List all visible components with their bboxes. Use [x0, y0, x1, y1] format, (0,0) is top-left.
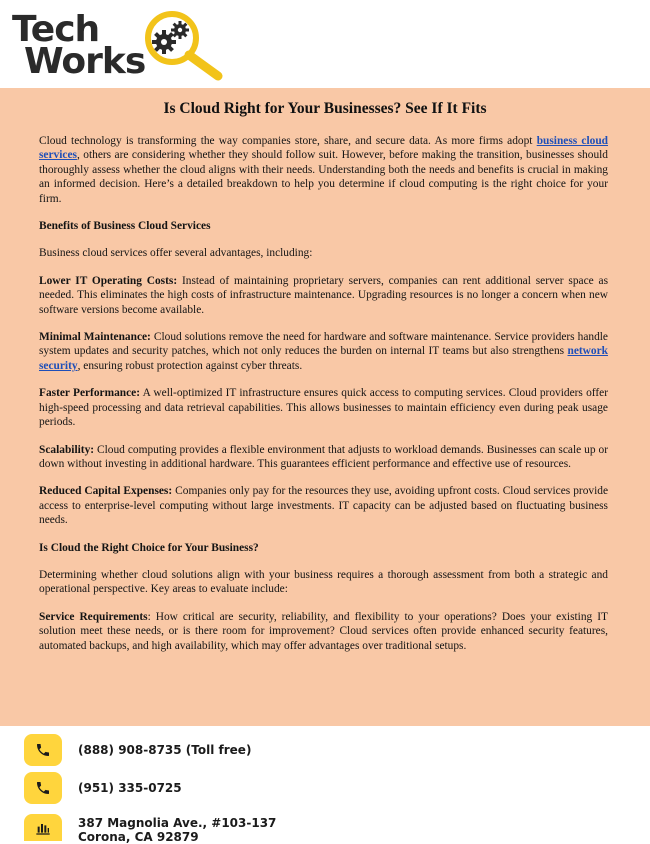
address-line-2: Corona, CA 92879 — [78, 830, 199, 844]
gear-magnifier-icon — [138, 8, 226, 82]
logo-text-tech: Tech — [12, 9, 100, 50]
benefit-minimal-maintenance: Minimal Maintenance: Cloud solutions remove the need for hardware and software maintenance. Service providers handle system updates and security patches, which not only reduces the burden on internal IT teams but also strengthens network security, ensuring robust protection against cyber threats. — [39, 331, 608, 372]
intro-paragraph: Cloud technology is transforming the way companies store, share, and secure data. As more firms adopt business cloud services, others are considering whether they should follow suit. However, before making the transition, businesses should thoroughly assess whether the cloud aligns with their needs. Understanding both the needs and benefits is crucial in making an informed decision. Here’s a detailed breakdown to help you determine if cloud computing is the right choice for your firm. — [39, 135, 608, 205]
page-title: Is Cloud Right for Your Businesses? See If It Fits — [163, 100, 487, 117]
benefit-scalability: Scalability: Cloud computing provides a flexible environment that adjusts to workload demands. Businesses can scale up or down without investing in additional hardware. This guarantees efficient performance and effective use of resources. — [39, 443, 608, 470]
service-requirements: Service Requirements: How critical are security, reliability, and flexibility to your operations? Does your existing IT solution meet these needs, or is there room for improvement? Cloud services often provide enhanced security features, automated backups, and high availability, which may offer advantages over traditional setups. — [39, 610, 608, 652]
benefits-heading: Benefits of Business Cloud Services — [39, 220, 211, 233]
phone-icon — [24, 772, 62, 804]
benefit-faster-performance: Faster Performance: A well-optimized IT infrastructure ensures quick access to computing services. Cloud providers offer high-speed processing and data retrieval capabilities. This allows businesses to maintain efficiency even during peak usage periods. — [39, 387, 608, 429]
benefit-lower-costs: Lower IT Operating Costs: Instead of maintaining proprietary servers, companies can rent additional server space as needed. This eliminates the high costs of infrastructure maintenance. Upgrading resources is no longer a concern when new software versions become available. — [39, 274, 609, 316]
contact-footer — [0, 726, 650, 844]
choice-heading: Is Cloud the Right Choice for Your Business? — [39, 541, 259, 554]
phone-icon — [24, 734, 62, 766]
logo-text-works: Works — [24, 41, 146, 82]
network-security-link[interactable]: network security — [39, 345, 608, 372]
business-cloud-services-link[interactable]: business cloud services — [39, 135, 608, 162]
phone-number-local: (951) 335-0725 — [78, 781, 182, 795]
phone-number-toll-free: (888) 908-8735 (Toll free) — [78, 743, 252, 757]
choice-intro: Determining whether cloud solutions align with your business requires a thorough assessment from both a strategic and operational perspective. Key areas to evaluate include: — [39, 568, 608, 596]
building-icon — [24, 814, 62, 841]
header — [0, 0, 650, 88]
article-panel — [0, 88, 650, 726]
address-line-1: 387 Magnolia Ave., #103-137 — [78, 816, 277, 830]
benefits-intro: Business cloud services offer several advantages, including: — [39, 247, 313, 260]
article-body — [39, 134, 608, 666]
benefit-reduced-capex: Reduced Capital Expenses: Companies only pay for the resources they use, avoiding upfront costs. Cloud services provide access to enterprise-level computing without large investments. IT capacity can be adjusted based on fluctuating business needs. — [39, 485, 608, 527]
techworks-logo[interactable] — [10, 6, 220, 84]
